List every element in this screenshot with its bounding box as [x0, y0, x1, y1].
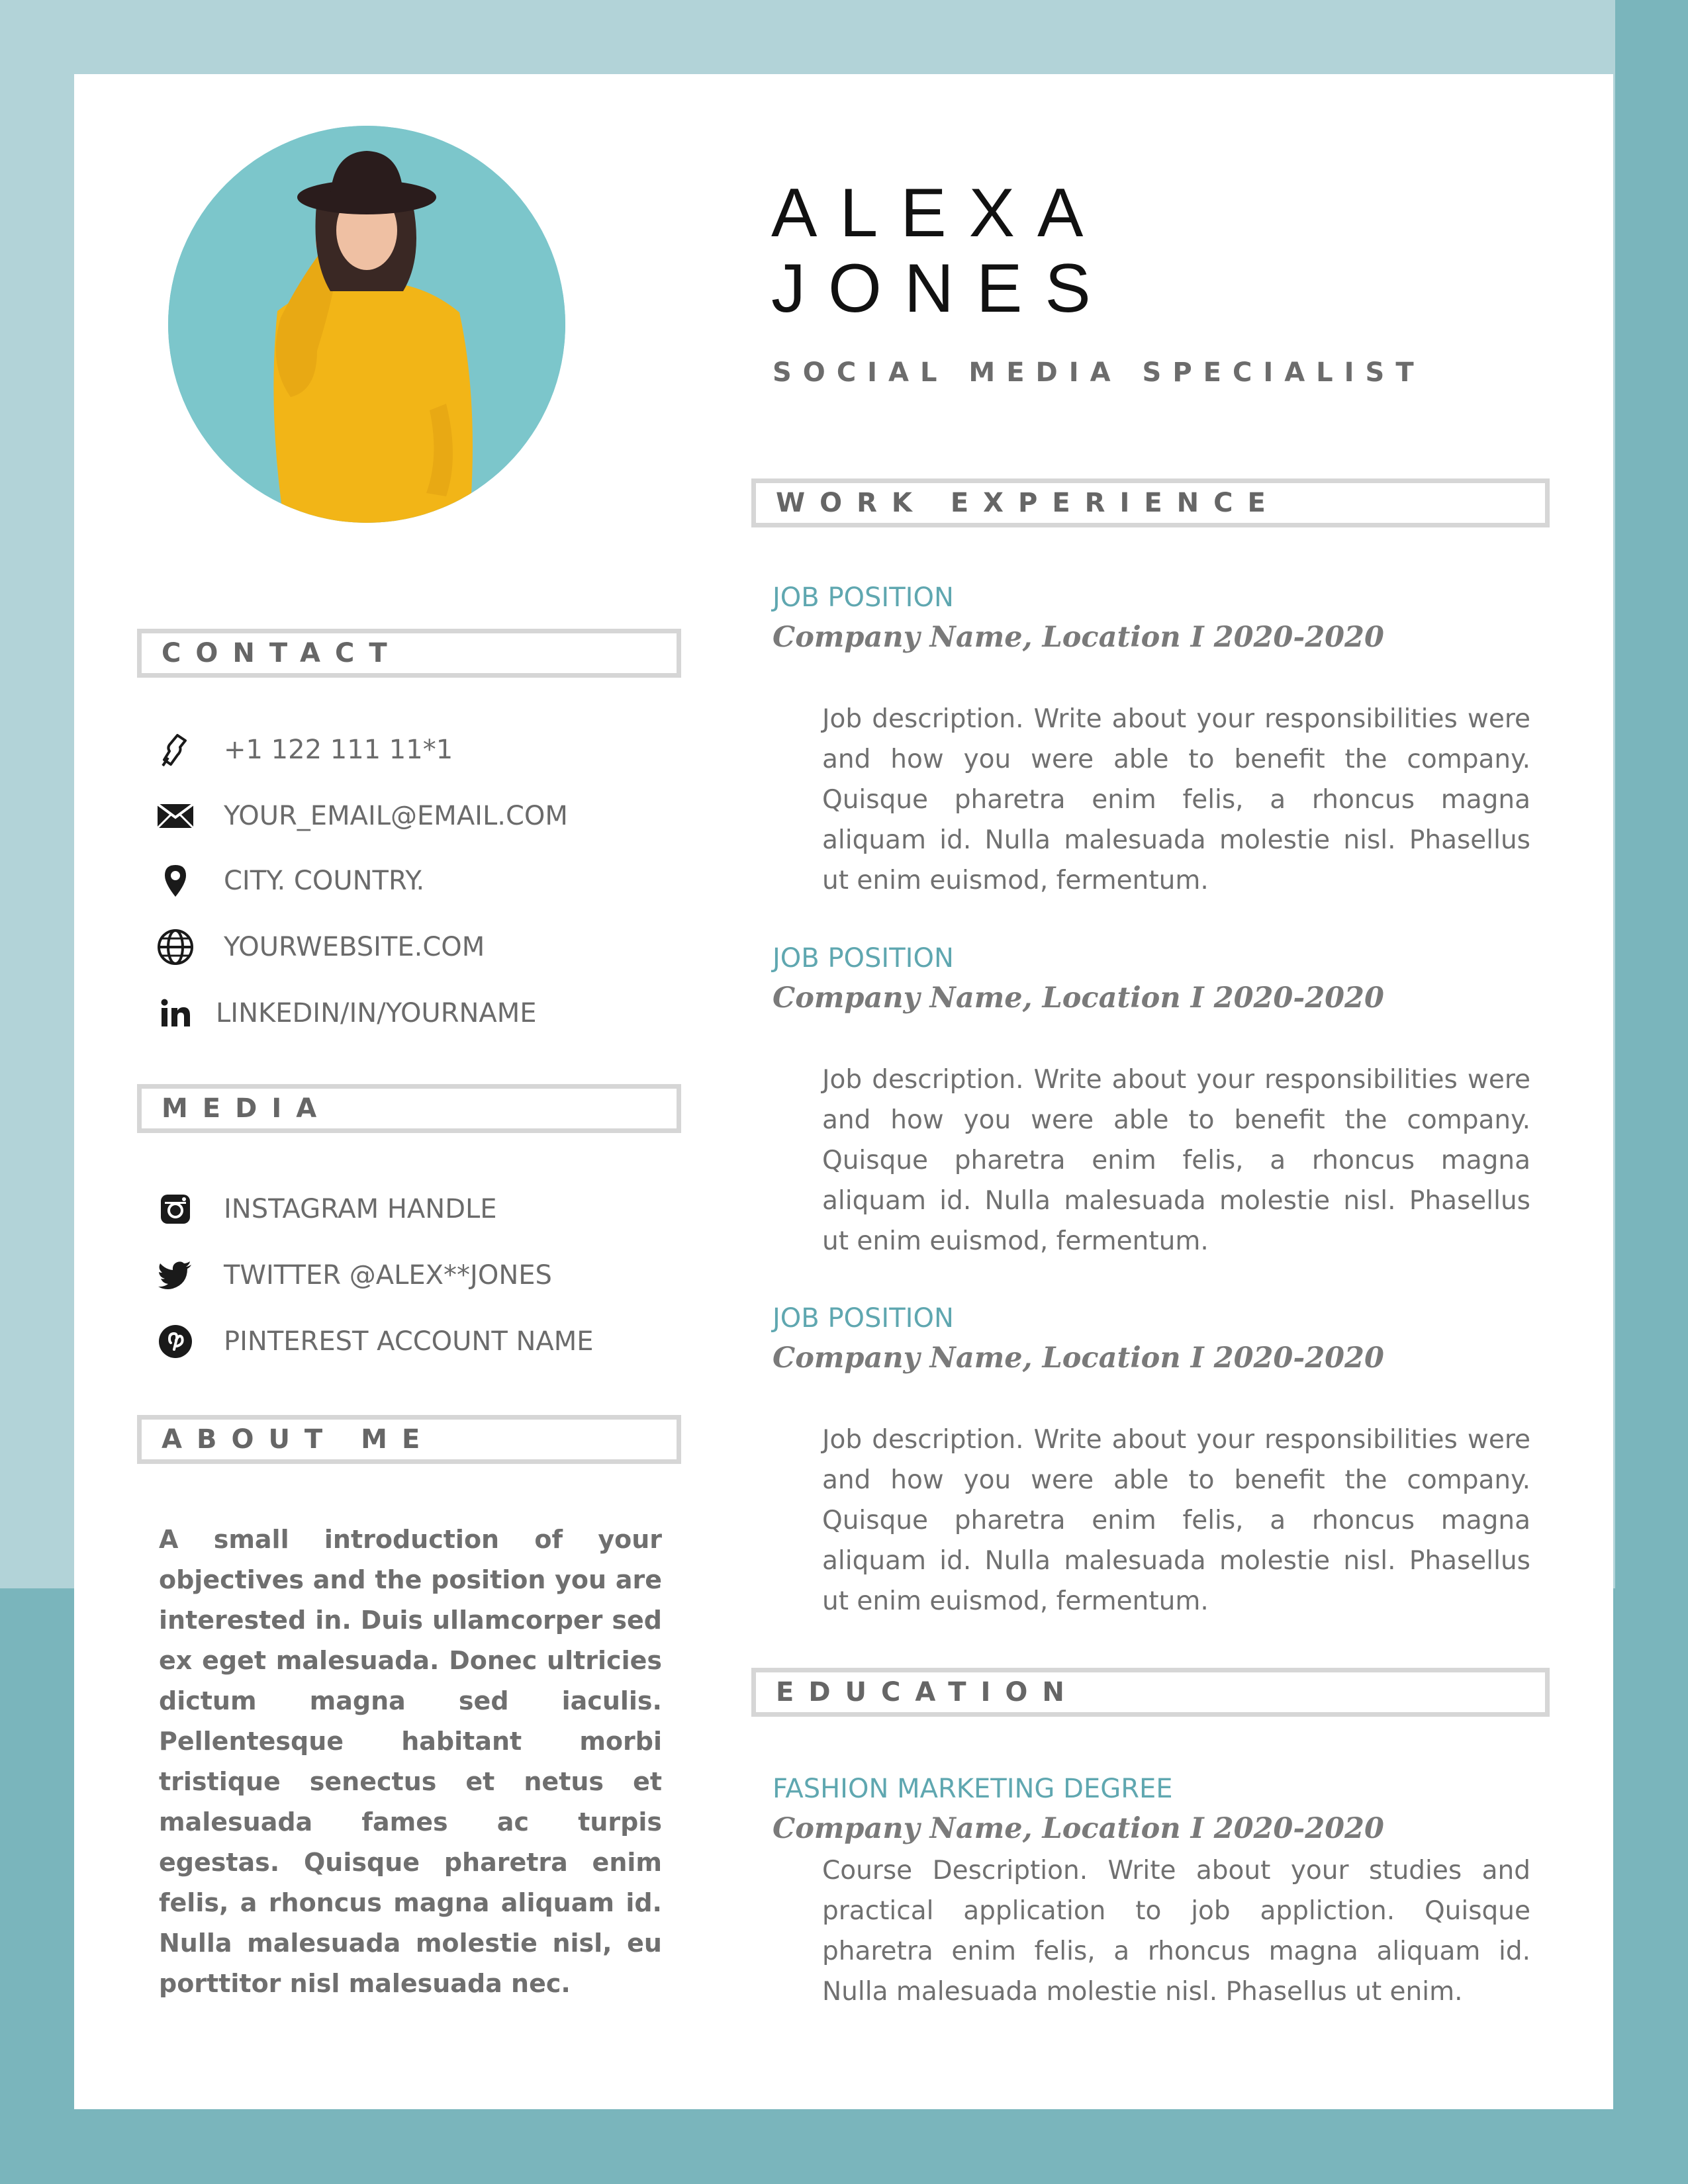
education-heading: EDUCATION — [751, 1668, 1550, 1717]
media-twitter — [154, 1252, 552, 1298]
job-company: Company Name, Location I 2020-2020 — [773, 981, 1384, 1015]
job-title: SOCIAL MEDIA SPECIALIST — [773, 357, 1425, 388]
job-description: Job description. Write about your responsibilities were and how you were able to benefit the company. Quisque pharetra enim felis, a rhoncus magna aliquam id. Nulla malesuada molestie nisl. Phasellus ut enim euismod, fermentum. — [822, 1065, 1530, 1256]
first-name: ALEXA — [771, 175, 1106, 251]
education-degree: FASHION MARKETING DEGREE — [773, 1774, 1173, 1804]
location-text: CITY. COUNTRY. — [224, 866, 425, 896]
media-heading: MEDIA — [137, 1084, 681, 1133]
phone-text: +1 122 111 11*1 — [224, 735, 453, 765]
education-company: Company Name, Location I 2020-2020 — [773, 1812, 1384, 1845]
job-position: JOB POSITION — [773, 943, 954, 974]
job-position: JOB POSITION — [773, 1303, 954, 1334]
job-description: Job description. Write about your responsibilities were and how you were able to benefit the company. Quisque pharetra enim felis, a rhoncus magna aliquam id. Nulla malesuada molestie nisl. Phasellus ut enim euismod, fermentum. — [822, 704, 1530, 895]
pinterest-text: PINTEREST ACCOUNT NAME — [224, 1326, 594, 1357]
envelope-icon — [154, 797, 197, 835]
job-description: Job description. Write about your responsibilities were and how you were able to benefit the company. Quisque pharetra enim felis, a rhoncus magna aliquam id. Nulla malesuada molestie nisl. Phasellus ut enim euismod, fermentum. — [822, 1425, 1530, 1616]
linkedin-icon — [154, 994, 197, 1032]
phone-icon — [154, 731, 197, 769]
education-description: Course Description. Write about your studies and practical application to job appliction. Quisque pharetra enim felis, a rhoncus magna aliquam id. Nulla malesuada molestie nisl. Phasellus ut enim. — [822, 1856, 1530, 2007]
contact-phone — [154, 727, 453, 773]
website-text: YOURWEBSITE.COM — [224, 932, 485, 962]
about-heading: ABOUT ME — [137, 1415, 681, 1464]
work-experience-heading: WORK EXPERIENCE — [751, 478, 1550, 527]
twitter-text: TWITTER @ALEX**JONES — [224, 1260, 552, 1291]
location-pin-icon — [154, 862, 197, 900]
contact-website — [154, 924, 485, 970]
contact-linkedin — [154, 990, 537, 1036]
email-text: YOUR_EMAIL@EMAIL.COM — [224, 801, 568, 831]
media-pinterest — [154, 1318, 594, 1365]
candidate-name — [771, 175, 1113, 326]
media-instagram — [154, 1186, 497, 1232]
profile-photo — [168, 126, 565, 523]
about-text: A small introduction of your objectives and the position you are interested in. Duis ullamcorper sed ex eget malesuada. Donec ultricies dictum magna sed iaculis. Pellentesque habitant morbi tristique senectus et netus et malesuada fames ac turpis egestas. Quisque pharetra enim felis, a rhoncus magna aliquam id. Nulla malesuada molestie nisl, eu porttitor nisl malesuada nec. — [159, 1525, 662, 1998]
globe-icon — [154, 928, 197, 966]
last-name: JONES — [771, 250, 1113, 327]
job-company: Company Name, Location I 2020-2020 — [773, 621, 1384, 654]
contact-email — [154, 793, 568, 839]
instagram-icon — [154, 1190, 197, 1228]
job-company: Company Name, Location I 2020-2020 — [773, 1342, 1384, 1375]
job-position: JOB POSITION — [773, 582, 954, 613]
instagram-text: INSTAGRAM HANDLE — [224, 1194, 497, 1224]
contact-location — [154, 858, 424, 904]
twitter-icon — [154, 1256, 197, 1295]
contact-heading: CONTACT — [137, 629, 681, 678]
pinterest-icon — [154, 1322, 197, 1361]
linkedin-text: LINKEDIN/IN/YOURNAME — [216, 998, 537, 1028]
